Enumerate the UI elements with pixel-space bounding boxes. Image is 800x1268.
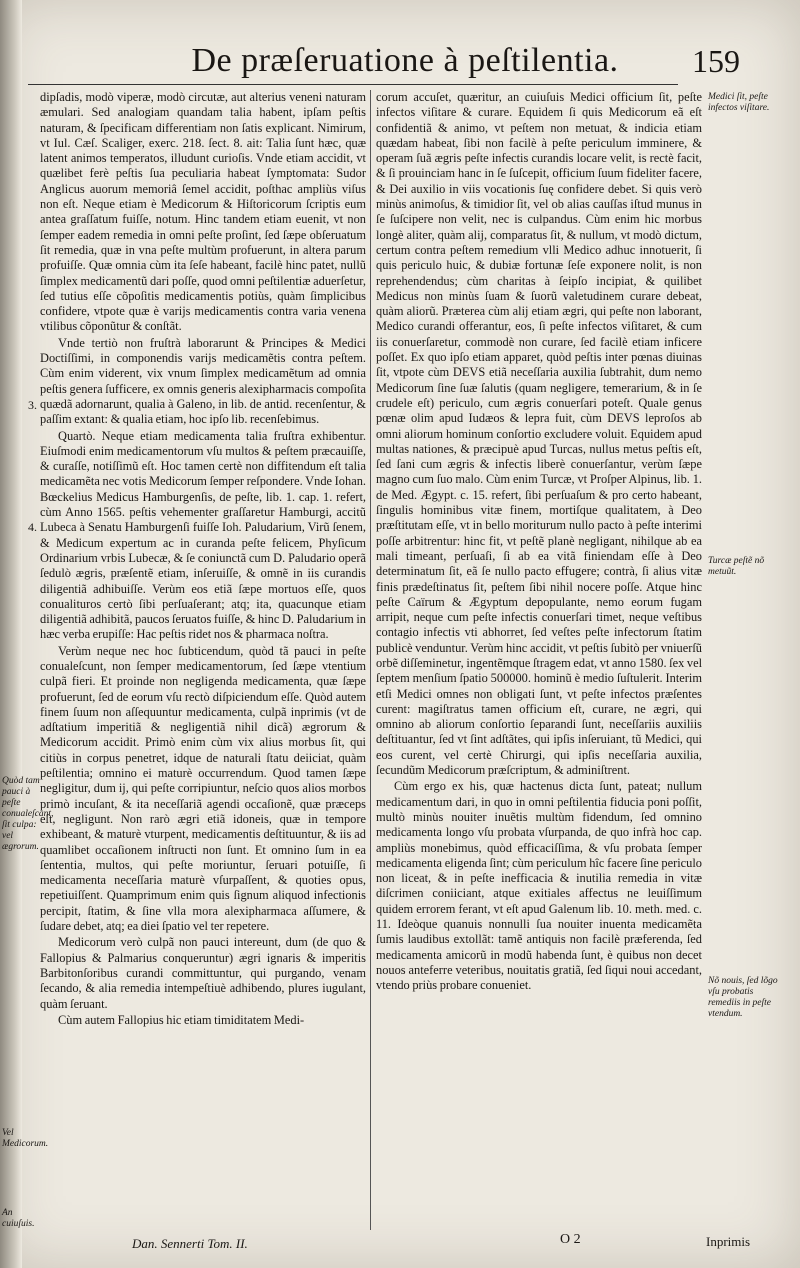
left-paragraph: Quartò. Neque etiam medicamenta talia fruſtra exhibentur. Eiuſmodi enim medicamentorum vſu multos & peſtem præcauiſſe, & curaſſe, notiſſimũ eſt. Hoc tamen certè non diffitendum eſt talia medicamẽta nec votis Medicorum ſemper reſpondere. Vnde Iohan. Bœckelius Medicus Hamburgenſis, de peſte, lib. 1. cap. 1. refert, cùm Anno 1565. peſtis vehementer graſſaretur Hamburgi, accitũ Lubeca à Senatu Hamburgenſi fuiſſe Ioh. Paludarium, Virũ ſenem, & Medicum expertum ac in curanda peſte felicem, Phyſicum Ordinarium vrbis Lubecæ, & ſe coniunctã cum D. Paludario operã ſedulò ægris, præſentẽ etiam, inſeruiſſe, & omnẽ in iis curandis diligentiã adhibuiſſe. Verùm eos etiã ſæpe mortuos eſſe, quos conualituros certò ſibi perſuaſerant; atq; ita, quacunque etiam diligentiã adhibitã, paucos ſeruatos fuiſſe, & hinc D. Paludarium in hæc verba erupiſſe: Hac peſtis ridet nos & pharmaca noſtra.: [40, 428, 366, 642]
right-paragraph: corum accuſet, quæritur, an cuiuſuis Medici officium ſit, peſte infectos viſitare & curare. Equidem ſi quis Medicorum eã eſt confidentiã & animo, vt peſtem non metuat, & indicia etiam quædam habeat, ſibi non facilè à peſte periculum imminere, & operam ſuã ægris peſte infectis curandis locare velit, is rectè facit, & ſi prouinciam hanc in ſe ſuſcepit, officium ſuum fideliter facere, & Dei auxilio in viis vocationis ſuę confidere debet. Si quis verò minùs animoſus, & timidior ſit, vel ob alias cauſſas iſtud munus in ſe ſuſcipere non velit, nec is culpandus. Cùm enim hic morbus longè aliter, quàm alij, comparatus ſit, & nullum, vt modò dictum, certum contra peſtem remedium vlli Medico adhuc innotuerit, ſi quis periculo huic, & dubiæ fortunæ ſeſe exponere nolit, is non reprehendendus; cùm charitas à ſeipſo incipiat, & quilibet Medicus non minùs ſuam & ſuorũ valetudinem curare debeat, quàm aliorũ. Præterea cùm alij etiam ægri, qui peſte non laborant, Medico curandi offerantur, eos, ſi peſte infectos viſitaret, & cum iis conuerſaretur, commodè non curare, ſed facilè etiam inficere poſſet. Ex quo ipſo etiam apparet, quòd peſtis inter pœnas diuinas ſit, vtpote cùm DEVS etiã neceſſaria auxilia ſubtrahit, dum nemo Medicorum ſine ſuæ ſalutis (quam negligere, temerarium, & in ſe crudele eſt) periculo, cum ægris conuerſari poteſt. Quale genus pœnæ olim apud Iudæos & lepra fuit, cùm DEVS leproſos ab omni aliorum hominum conſortio excludere voluit. Equidem apud multas nationes, & præcipuè apud Turcas, nullus metus peſtis eſt, ſed ſani cum ægris & infectis liberè conuerſantur, verùm ſæpe magno cum ſuo malo. Cùm enim Turcæ, vt Proſper Alpinus, lib. 1. de Med. Ægypt. c. 15. refert, ſibi perſuaſum & pro certo habeant, ſingulis hominibus vitæ finem, mortiſque qualitatem, à Deo præſtitutam eſſe, vt in bello moriturum nullo pacto à peſte interimi poſſe arbitrentur: hinc fit, vt peſtẽ planè negligant, nihilque ab ea mali timeant, perſuaſi, ſi ab ea vitã finiendam eſſe à Deo determinatum ſit, eã ſe nullo pacto effugere; contrà, ſi alius vitæ finis prædeſtinatus ſit, peſtem ſibi nihil nocere poſſe. Atque hinc peſte Caïrum & Ægyptum depopulante, nemo eorum fugam arripit, neque cum peſte infectis conuerſari timet, neque veſtibus contagio infectis vti abhorret, ſed veſtes peſte infectorum ſtatim publicè venduntur. Verùm hinc accidit, vt peſtis ſubitò per vniuerſũ orbẽ diſſeminetur, ingentẽmque ſtragem edat, vt anno 1580. ſex vel ſeptem menſium ſpatio 500000. hominũ è medio ſuſtulerit. Interim etſi Medici omnes non obligati ſunt, vt peſte infectos præſentes curent: magiſtratus tamen officium eſt, curare, ne ægri, qui omnino ab aliorum conſortio ſeparandi ſunt, neceſſariis auxiliis deſtituantur, ſed vt ſint adſtãtes, qui ipſis inſeruiant, tũ Medici, qui eos curent, vel certè Chirurgi, qui ipſis neceſſaria auxilia, ſecundũm Medicorum præſcriptum, & adminiſtrent.: [376, 90, 703, 778]
right-column: [376, 90, 702, 995]
margin-number-4: 4.: [28, 520, 37, 534]
margin-note: Turcæ peſtẽ nõ metuũt.: [708, 556, 765, 577]
left-paragraph: dipſadis, modò viperæ, modò circutæ, aut alterius veneni naturam æmulari. Sed analogiam quandam talia habent, ipſam peſtis naturam, & ſpecificam differentiam non ſatis explicant. Nimirum, vt Iul. Cæſ. Scaliger, exerc. 218. ſect. 8. ait: Talia ſunt hæc, quæ latent animos temperatos, illudunt curioſis. Vnde etiam accidit, vt quælibet ferè peſtis ſua peculiaria habeat ſymptomata: Sudor Anglicus auorum memoriâ ſemel accidit, poſthac ampliùs viſus non eſt. Neque etiam è Medicorum & Hiſtoricorum ſcriptis eum antea graſſatum fuiſſe, notum. Hinc tandem etiam euenit, vt non ſemper eadem remedia in omni peſte proſint, ſed ſæpe obſeruatum ſit remedia, quæ in vna peſte multùm profuerunt, in altera parum profuiſſe. Quæ omnia cùm ita ſeſe habeant, facilè hinc patet, nullũ ſimplex medicamentũ dari poſſe, quod omni peſtilentiæ aduerſetur, ſed tutius eſſe cõpoſitis medicamentis potiùs, quàm ſimplicibus confidere, vtpote quæ è varijs medicamentis contra varia venena vtilibus cõponũtur & conſtãt.: [40, 90, 366, 334]
header-rule: [28, 84, 678, 85]
page-number: 159: [692, 43, 740, 79]
margin-note: An cuiuſuis.: [2, 1208, 35, 1229]
left-paragraph: Verùm neque nec hoc ſubticendum, quòd tã pauci in peſte conualeſcunt, non ſemper medicamentorum, ſed ſæpe vtentium culpã fieri. Et proinde non negligenda medicamenta, quæ ſæpe profuerunt, ſed de eorum vſu rectò diſpiciendum eſſe. Quòd autem finem ſuum non aſſequuntur medicamenta, culpã inprimis (vt de adſtatium imperitiã & negligentiã nihil dicã) ægrorum & Medicorum accidit. Primò enim cùm vix alius morbus ſit, qui citiùs in corpus penetret, idque de naturali ſtatu deiiciat, quàm peſtilentia; omnino ei maturè occurrendum. Quod tamen ſæpe negligitur, dum ij, qui peſte corripiuntur, neſcio quos alios morbos primò incuſant, & ita neceſſariã agendi occaſionẽ, quæ præceps eſt, negligunt. Non rarò ægri etiã idoneis, quæ in tempore exhibeant, & maturè vturpent, medicamentis deſtituuntur, & iis ad quamlibet occaſionem inſtructi non ſunt. Et omnino ſum in ea ſententia, multos, qui peſte moriuntur, ſeruari potuiſſe, ſi medicamenta neceſſaria maturè vſurpaſſent, & quoties opus, repetiuiſſent. Quamprimum enim quis ſignum aliquod infectionis percipit, ſtatim, & ſine vlla mora alexipharmaca aſſumere, & ſudare debet, atq; ea diei ſpatio vel ter repetere.: [40, 643, 366, 934]
page-header: [40, 38, 740, 84]
left-paragraph: Medicorum verò culpã non pauci intereunt, dum (de quo & Fallopius & Palmarius conqueruntur) ægri ignaris & imperitis Barbitonſoribus curandi committuntur, qui purgando, venam ſecando, & alia remedia intempeſtiuè adhibendo, plures iugulant, quàm ſeruant.: [40, 935, 366, 1011]
column-divider: [370, 90, 371, 1230]
margin-note: Nõ nouis, ſed lõgo vſu probatis remediis in peſte vtendum.: [708, 976, 778, 1019]
left-paragraph: Cùm autem Fallopius hic etiam timiditatem Medi-: [58, 1012, 305, 1027]
running-title: De præſeruatione à peſtilentia.: [191, 42, 619, 79]
margin-note: Vel Medicorum.: [2, 1128, 49, 1149]
book-spine-shadow: [0, 0, 22, 1268]
left-column: [40, 90, 366, 1029]
margin-note: Medici ſit, peſte infectos viſitare.: [708, 92, 770, 113]
margin-note: Quòd tam pauci à peſte conualeſcant, ſit culpa: vel ægrorum.: [2, 776, 54, 852]
left-paragraph: Vnde tertiò non fruſtrà laborarunt & Principes & Medici Doctiſſimi, in componendis varijs medicamẽtis contra peſtem. Cùm enim viderent, vix vnum ſimplex medicamẽtum ad omnia peſtis genera ſufficere, ex omnis generis alexipharmacis compoſita quædã adornarunt, qualia à Galeno, in lib. de antid. recenſentur, & paſſim extant: & qualia etiam, hoc ipſo lib. recenſebimus.: [40, 335, 366, 427]
catchword: Inprimis: [706, 1234, 751, 1249]
signature-mark: O 2: [560, 1232, 581, 1247]
footer-author: Dan. Sennerti Tom. II.: [132, 1236, 248, 1251]
right-paragraph: Cùm ergo ex his, quæ hactenus dicta ſunt, pateat; nullum medicamentum dari, in quo in omni peſtilentia fiducia poni poſſit, multò minùs nouiter inuẽtis multùm fidendum, ſed omnino medicamenta longo vſu probata vſurpanda, de quo infrà hoc cap. ampliùs monebimus, quòd efficaciſſima, & vſu probata ſemper medicamenta eligenda ſint; cùm periculum hîc facere ſine periculo non liceat, & in peſte inefficacia & inutilia remedia in vitæ diſcrimen coniiciant, atque exitiales affectus ne leuiſſimum quidem errorem ferant, vt eſt apud Galenum lib. 10. meth. med. c. 11. Ideòque quanuis nonnulli ſua nouiter inuenta medicamẽta ſumis laudibus extollãt: tamẽ antiquis non facilè præferenda, ſed medicamenta amicorũ in modũ habenda ſunt, è quibus non decet nouos anteferre veteribus, nouitatis gratiã, ſed ſiqui noui accedant, vtendo priùs probare conueniet.: [376, 779, 702, 993]
margin-number-3: 3.: [28, 398, 37, 412]
